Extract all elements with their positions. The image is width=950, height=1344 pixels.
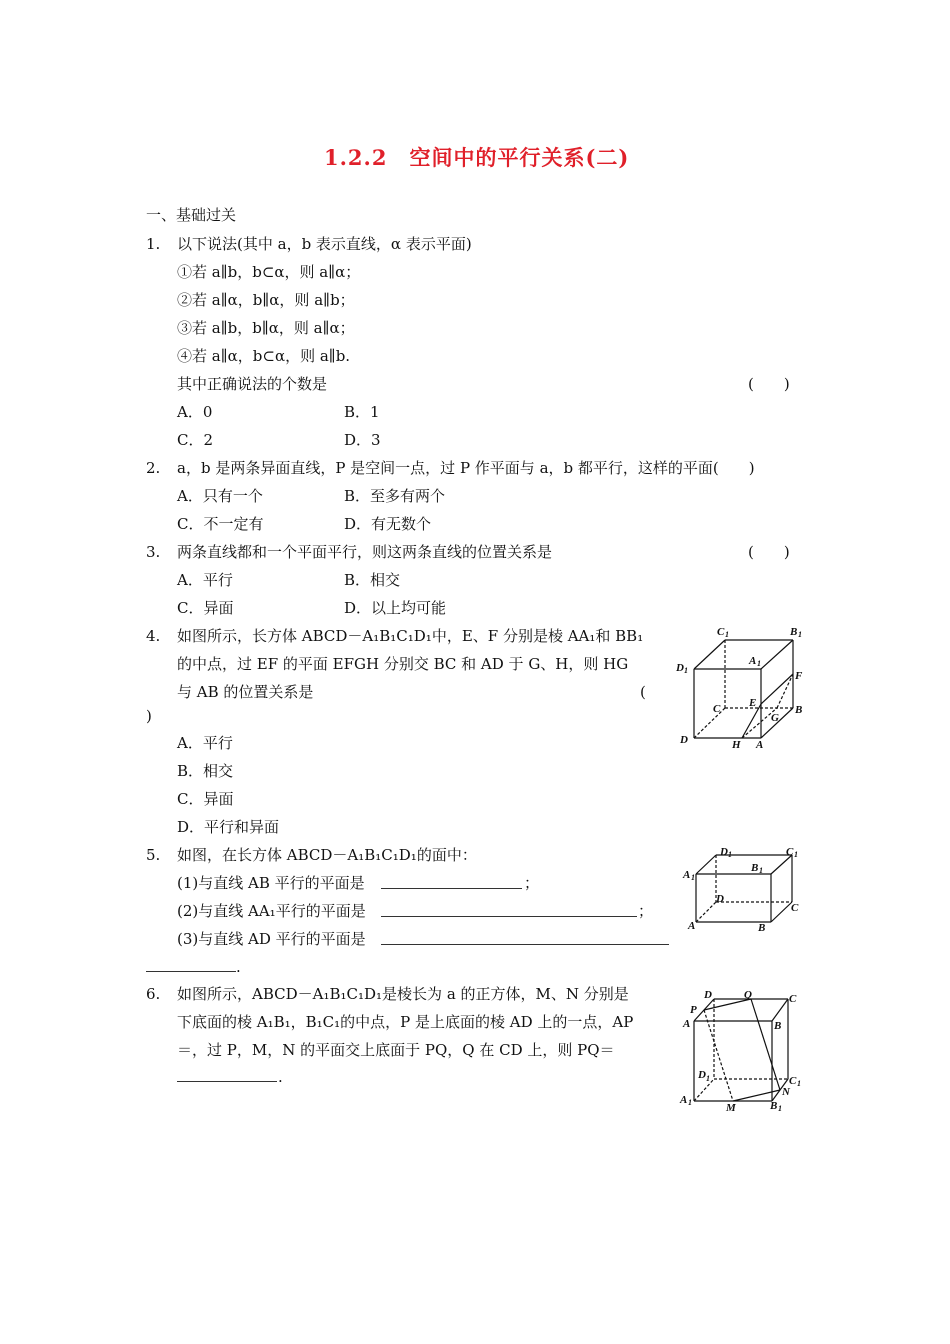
- label-f: F: [795, 670, 803, 682]
- label-b1: B: [751, 862, 759, 874]
- q2-option-b[interactable]: B．至多有两个: [344, 487, 446, 505]
- label-a1: A: [680, 1094, 688, 1106]
- label-h: H: [732, 739, 741, 751]
- q6-answer-blank[interactable]: [177, 1081, 277, 1082]
- q2-option-c[interactable]: C．不一定有: [177, 515, 264, 533]
- q5-number: 5.: [146, 846, 161, 864]
- label-c: C: [789, 993, 797, 1005]
- q4-option-d[interactable]: D．平行和异面: [177, 818, 280, 836]
- label-e: E: [749, 697, 757, 709]
- q5-cuboid-figure: [676, 840, 811, 940]
- label-b: B: [774, 1020, 782, 1032]
- q3-option-b[interactable]: B．相交: [344, 571, 401, 589]
- q1-option-a[interactable]: A．0: [177, 403, 213, 421]
- sub-c1: 1: [797, 1079, 801, 1088]
- q4-cuboid-figure: [670, 620, 815, 755]
- q5-semicolon-1: ；: [524, 874, 540, 892]
- q5-stem: 如图，在长方体 ABCD－A₁B₁C₁D₁的面中：: [177, 846, 477, 864]
- q2-option-a[interactable]: A．只有一个: [177, 487, 263, 505]
- q4-bracket-close: ): [146, 707, 152, 725]
- q1-statement-1: ①若 a∥b，b⊂α，则 a∥α；: [177, 263, 361, 281]
- label-d: D: [680, 734, 688, 746]
- q2-option-d[interactable]: D．有无数个: [344, 515, 432, 533]
- q4-line-2: 的中点，过 EF 的平面 EFGH 分别交 BC 和 AD 于 G、H，则 HG: [177, 655, 629, 673]
- sub-a1: 1: [691, 873, 695, 882]
- q1-option-c[interactable]: C．2: [177, 431, 214, 449]
- sub-b1: 1: [798, 630, 802, 639]
- q6-line-3: ＝，过 P，M，N 的平面交上底面于 PQ，Q 在 CD 上，则 PQ＝: [177, 1041, 615, 1059]
- label-d1: D: [720, 846, 728, 858]
- label-a1: A: [683, 869, 691, 881]
- q5-part-1: (1)与直线 AB 平行的平面是: [177, 874, 365, 892]
- q1-number: 1.: [146, 235, 161, 253]
- q4-line-1: 如图所示，长方体 ABCD－A₁B₁C₁D₁中，E、F 分别是棱 AA₁和 BB₁: [177, 627, 644, 645]
- label-a: A: [683, 1018, 691, 1030]
- sub-c1: 1: [725, 630, 729, 639]
- label-m: M: [726, 1102, 736, 1114]
- q6-end-period: .: [278, 1068, 283, 1086]
- q5-answer-blank-3[interactable]: [381, 944, 669, 945]
- sub-d1: 1: [684, 666, 688, 675]
- label-d: D: [716, 893, 724, 905]
- sub-d1: 1: [706, 1074, 710, 1083]
- q1-stem: 以下说法(其中 a，b 表示直线，α 表示平面): [177, 235, 472, 253]
- label-b: B: [795, 704, 803, 716]
- q3-answer-bracket: ( ): [748, 543, 790, 561]
- sub-b1: 1: [778, 1104, 782, 1113]
- q3-number: 3.: [146, 543, 161, 561]
- q1-option-b[interactable]: B．1: [344, 403, 380, 421]
- q5-semicolon-2: ；: [638, 902, 654, 920]
- label-c1: C: [786, 846, 794, 858]
- q5-answer-blank-2[interactable]: [381, 916, 637, 917]
- page-title: 1.2.2 空间中的平行关系(二): [324, 145, 630, 170]
- q1-statement-2: ②若 a∥α，b∥α，则 a∥b；: [177, 291, 355, 309]
- q4-line-3: 与 AB 的位置关系是: [177, 683, 314, 701]
- sub-a1: 1: [688, 1098, 692, 1107]
- label-c1: C: [717, 626, 725, 638]
- label-a1: A: [749, 655, 757, 667]
- q3-option-d[interactable]: D．以上均可能: [344, 599, 447, 617]
- q2-number: 2.: [146, 459, 161, 477]
- q4-number: 4.: [146, 627, 161, 645]
- q1-statement-3: ③若 a∥b，b∥α，则 a∥α；: [177, 319, 355, 337]
- label-p: P: [690, 1004, 697, 1016]
- q3-option-c[interactable]: C．异面: [177, 599, 234, 617]
- label-d: D: [704, 989, 712, 1001]
- label-c: C: [713, 703, 721, 715]
- q1-option-d[interactable]: D．3: [344, 431, 381, 449]
- q4-option-a[interactable]: A．平行: [177, 734, 233, 752]
- sub-b1: 1: [759, 866, 763, 875]
- label-b1: B: [790, 626, 798, 638]
- q2-stem: a，b 是两条异面直线，P 是空间一点，过 P 作平面与 a，b 都平行，这样的平面( ): [177, 459, 755, 477]
- q6-line-2: 下底面的棱 A₁B₁，B₁C₁的中点，P 是上底面的棱 AD 上的一点，AP: [177, 1013, 634, 1031]
- q1-ask: 其中正确说法的个数是: [177, 375, 328, 393]
- sub-a1: 1: [757, 659, 761, 668]
- q5-part-3: (3)与直线 AD 平行的平面是: [177, 930, 366, 948]
- label-g: G: [771, 712, 779, 724]
- label-n: N: [782, 1086, 790, 1098]
- q5-answer-blank-3-cont[interactable]: [146, 971, 236, 972]
- q5-answer-blank-1[interactable]: [381, 888, 522, 889]
- label-b: B: [758, 922, 766, 934]
- q4-option-b[interactable]: B．相交: [177, 762, 234, 780]
- q3-stem: 两条直线都和一个平面平行，则这两条直线的位置关系是: [177, 543, 553, 561]
- label-a: A: [756, 739, 764, 751]
- section-heading: 一、基础过关: [146, 206, 237, 224]
- label-c: C: [791, 902, 799, 914]
- q3-option-a[interactable]: A．平行: [177, 571, 233, 589]
- label-d1: D: [698, 1069, 706, 1081]
- q6-cube-figure: [676, 985, 811, 1115]
- sub-d1: 1: [728, 850, 732, 859]
- q5-part-2: (2)与直线 AA₁平行的平面是: [177, 902, 366, 920]
- q4-bracket-open: (: [640, 683, 646, 701]
- q1-answer-bracket: ( ): [748, 375, 790, 393]
- q1-statement-4: ④若 a∥α，b⊂α，则 a∥b.: [177, 347, 351, 365]
- label-d1: D: [676, 662, 684, 674]
- sub-c1: 1: [794, 850, 798, 859]
- q5-end-period: .: [236, 958, 241, 976]
- q6-number: 6.: [146, 985, 161, 1003]
- q4-option-c[interactable]: C．异面: [177, 790, 234, 808]
- label-c1: C: [789, 1075, 797, 1087]
- label-q: Q: [744, 989, 752, 1001]
- label-b1: B: [770, 1100, 778, 1112]
- label-a: A: [688, 920, 696, 932]
- q6-line-1: 如图所示，ABCD－A₁B₁C₁D₁是棱长为 a 的正方体，M、N 分别是: [177, 985, 629, 1003]
